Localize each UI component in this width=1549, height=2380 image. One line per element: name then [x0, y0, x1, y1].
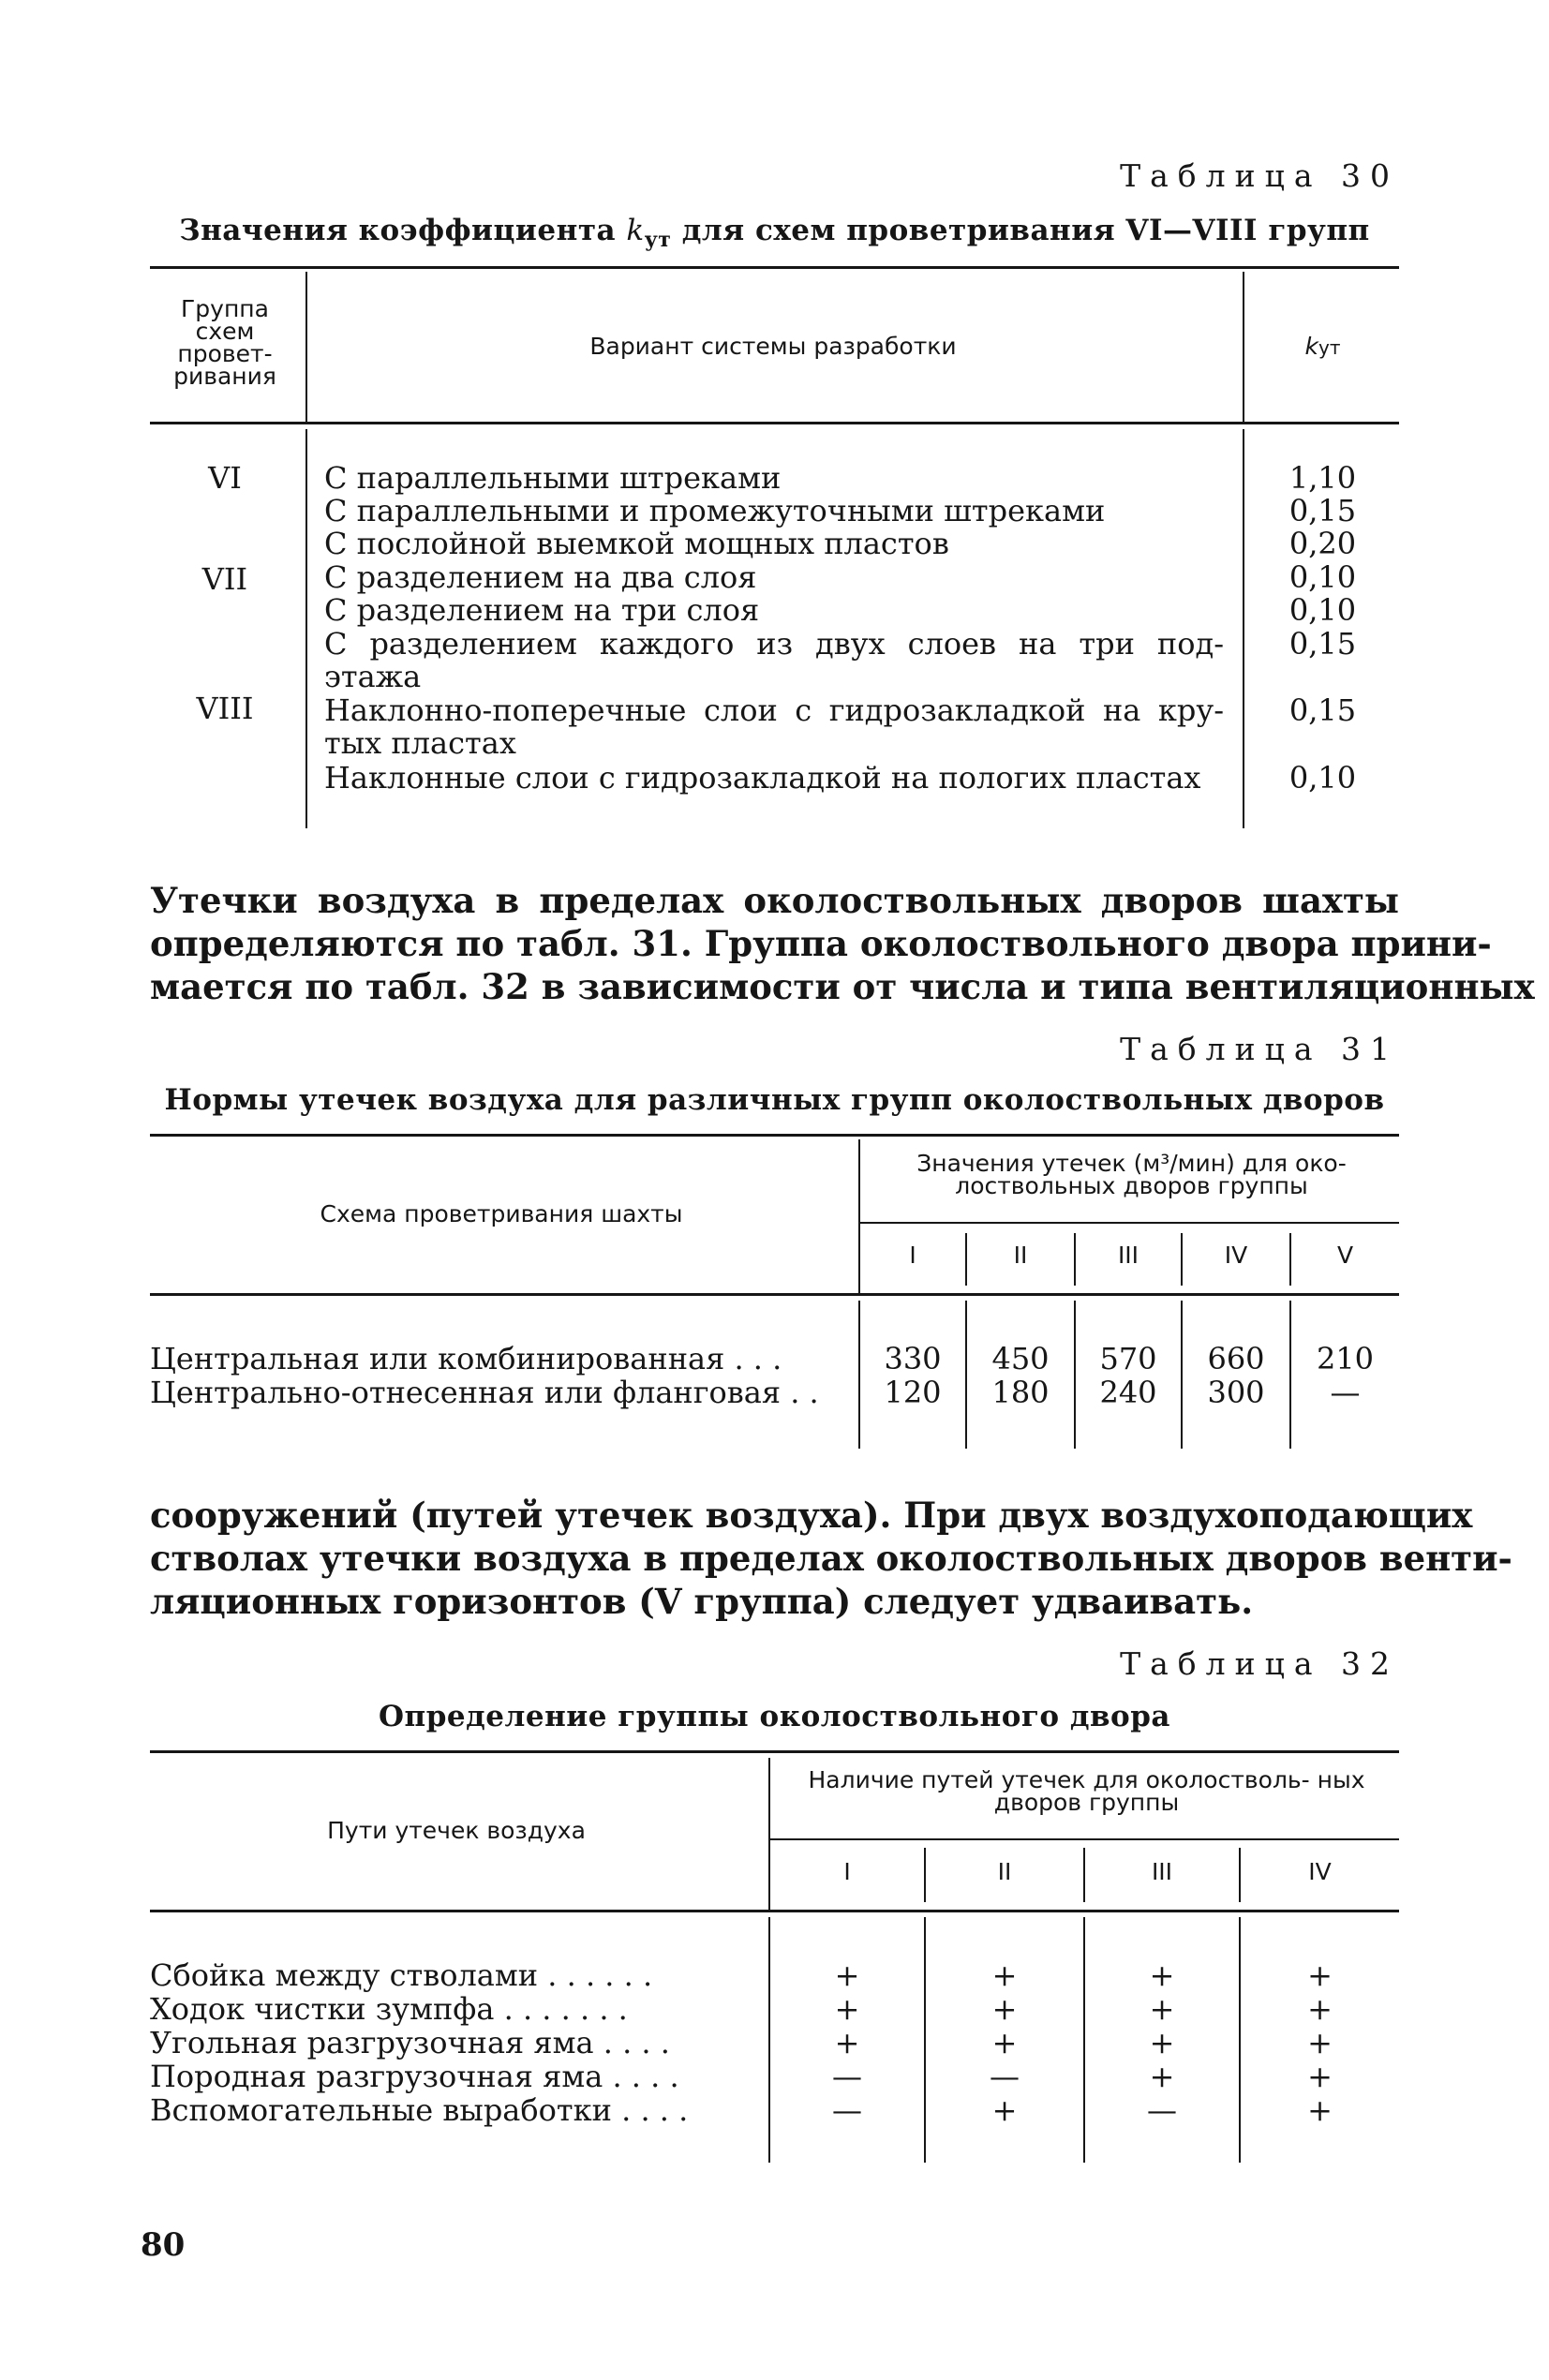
table30-vline — [305, 429, 307, 828]
table31-value: — — [1330, 1375, 1361, 1410]
table31-value: 180 — [991, 1375, 1050, 1410]
presence-mark: — — [990, 2059, 1020, 2094]
paragraph-line: сооружений (путей утечек воздуха). При двух воздухоподающих — [150, 1495, 1473, 1536]
table30-vline — [1243, 272, 1244, 422]
table32-group-header: III — [1151, 1858, 1173, 1885]
table-row: С разделением каждого из двух слоев на три под- — [324, 626, 1224, 662]
table32-top-rule — [150, 1750, 1399, 1753]
paragraph-line: ляционных горизонтов (V группа) следует удваивать. — [150, 1581, 1254, 1622]
table31-value: 660 — [1207, 1341, 1265, 1376]
table31-row-label: Центрально-отнесенная или фланговая . . — [150, 1375, 819, 1410]
table32-title: Определение группы околоствольного двора — [379, 1700, 1170, 1733]
table30-group-label: VI — [208, 460, 242, 496]
presence-mark: + — [991, 1957, 1018, 1993]
presence-mark: + — [1149, 2025, 1175, 2060]
table31-value: 300 — [1207, 1375, 1265, 1410]
table-row: Ходок чистки зумпфа . . . . . . . — [150, 1991, 628, 2027]
presence-mark: + — [991, 1991, 1018, 2027]
table-row: Угольная разгрузочная яма . . . . — [150, 2025, 670, 2060]
presence-mark: + — [1149, 1957, 1175, 1993]
header-line: Группа — [181, 295, 269, 322]
presence-mark: + — [1307, 2059, 1333, 2094]
presence-mark: + — [1149, 1991, 1175, 2027]
k-value: 0,15 — [1288, 692, 1357, 728]
table32-group-header: II — [997, 1858, 1012, 1885]
table-row: Сбойка между стволами . . . . . . — [150, 1957, 653, 1993]
table30-group-label: VII — [201, 561, 248, 597]
page-number: 80 — [141, 2226, 186, 2264]
paragraph-1 — [150, 879, 1535, 1008]
table31-header-values: Значения утечек (м³/мин) для око- лоствольных дворов группы — [916, 1150, 1347, 1199]
table30-vline — [1243, 429, 1244, 828]
table31-title: Нормы утечек воздуха для различных групп околоствольных дворов — [164, 1083, 1385, 1117]
presence-mark: + — [1307, 1991, 1333, 2027]
table30-header-k: kут — [1304, 333, 1341, 360]
table31-value: 330 — [884, 1341, 942, 1376]
presence-mark: — — [1147, 2092, 1177, 2128]
presence-mark: + — [1149, 2059, 1175, 2094]
presence-mark: — — [832, 2092, 862, 2128]
table-row: С разделением на три слоя — [324, 592, 760, 628]
table-row: С параллельными и промежуточными штреками — [324, 493, 1106, 528]
presence-mark: + — [834, 2025, 860, 2060]
table30-caption: Таблица 30 — [1120, 157, 1399, 194]
k-value: 0,20 — [1288, 526, 1357, 561]
table31-value: 210 — [1316, 1341, 1375, 1376]
table32-caption: Таблица 32 — [1120, 1645, 1399, 1682]
table32-header-paths: Пути утечек воздуха — [327, 1817, 586, 1844]
presence-mark: + — [991, 2092, 1018, 2128]
table32-vline — [768, 1758, 770, 1910]
k-value: 1,10 — [1288, 460, 1357, 496]
table31-caption: Таблица 31 — [1120, 1031, 1399, 1067]
table32-header-presence: Наличие путей утечек для околостволь- ных дворов группы — [808, 1766, 1365, 1816]
table-row: С параллельными штреками — [324, 460, 782, 496]
table30-group-label: VIII — [196, 691, 254, 726]
table31-value: 120 — [884, 1375, 942, 1410]
header-line: провет- — [177, 340, 273, 367]
table32-group-header: IV — [1308, 1858, 1332, 1885]
presence-mark: + — [991, 2025, 1018, 2060]
presence-mark: + — [1307, 2092, 1333, 2128]
table31-row-label: Центральная или комбинированная . . . — [150, 1341, 782, 1376]
table31-header-scheme: Схема проветривания шахты — [320, 1200, 683, 1227]
table31-group-header: III — [1117, 1242, 1139, 1269]
table31-group-header: IV — [1224, 1242, 1248, 1269]
table30-header-rule — [150, 422, 1399, 424]
table31-group-header: II — [1013, 1242, 1028, 1269]
paragraph-line: стволах утечки воздуха в пределах околоствольных дворов венти- — [150, 1538, 1512, 1579]
table-row: Вспомогательные выработки . . . . — [150, 2092, 689, 2128]
presence-mark: + — [1307, 1957, 1333, 1993]
table-row: С разделением на два слоя — [324, 559, 757, 595]
table31-value: 450 — [991, 1341, 1050, 1376]
k-value: 0,15 — [1288, 493, 1357, 528]
table31-vline — [858, 1139, 860, 1293]
presence-mark: + — [834, 1957, 860, 1993]
k-value: 0,10 — [1288, 559, 1357, 595]
table32-group-header: I — [843, 1858, 851, 1885]
table-row: Наклонные слои с гидрозакладкой на пологих пластах — [324, 760, 1201, 796]
table-row: тых пластах — [324, 725, 516, 761]
k-value: 0,10 — [1288, 760, 1357, 796]
table-row: С послойной выемкой мощных пластов — [324, 526, 949, 561]
presence-mark: + — [834, 1991, 860, 2027]
presence-mark: + — [1307, 2025, 1333, 2060]
table31-value: 570 — [1099, 1341, 1157, 1376]
table31-header-rule — [150, 1293, 1399, 1296]
paragraph-line: Утечки воздуха в пределах околоствольных дворов шахты — [150, 880, 1399, 921]
table-row: этажа — [324, 659, 422, 694]
k-value: 0,15 — [1288, 626, 1357, 662]
table32-subheader-rule — [768, 1838, 1399, 1840]
table-row: Наклонно-поперечные слои с гидрозакладкой на кру- — [324, 692, 1224, 728]
table31-group-header: V — [1336, 1242, 1354, 1269]
paragraph-2 — [150, 1494, 1512, 1623]
table-row: Породная разгрузочная яма . . . . — [150, 2059, 679, 2094]
table31-top-rule — [150, 1134, 1399, 1137]
table30-title: Значения коэффициента $k_{ут}$ для схем проветривания VI—VIII групп — [179, 214, 1370, 253]
paragraph-line: определяются по табл. 31. Группа околоствольного двора прини- — [150, 923, 1492, 964]
presence-mark: — — [832, 2059, 862, 2094]
header-line: ривания — [173, 363, 276, 390]
table30-header-group — [150, 295, 300, 390]
table31-value: 240 — [1099, 1375, 1157, 1410]
table31-group-header: I — [909, 1242, 916, 1269]
header-line: схем — [195, 318, 255, 345]
paragraph-line: мается по табл. 32 в зависимости от числа и типа вентиляционных — [150, 966, 1535, 1007]
table31-subheader-rule — [858, 1222, 1399, 1224]
table30-header-variant: Вариант системы разработки — [589, 333, 957, 360]
table32-header-rule — [150, 1910, 1399, 1912]
table30-vline — [305, 272, 307, 422]
k-value: 0,10 — [1288, 592, 1357, 628]
table30-top-rule — [150, 266, 1399, 269]
